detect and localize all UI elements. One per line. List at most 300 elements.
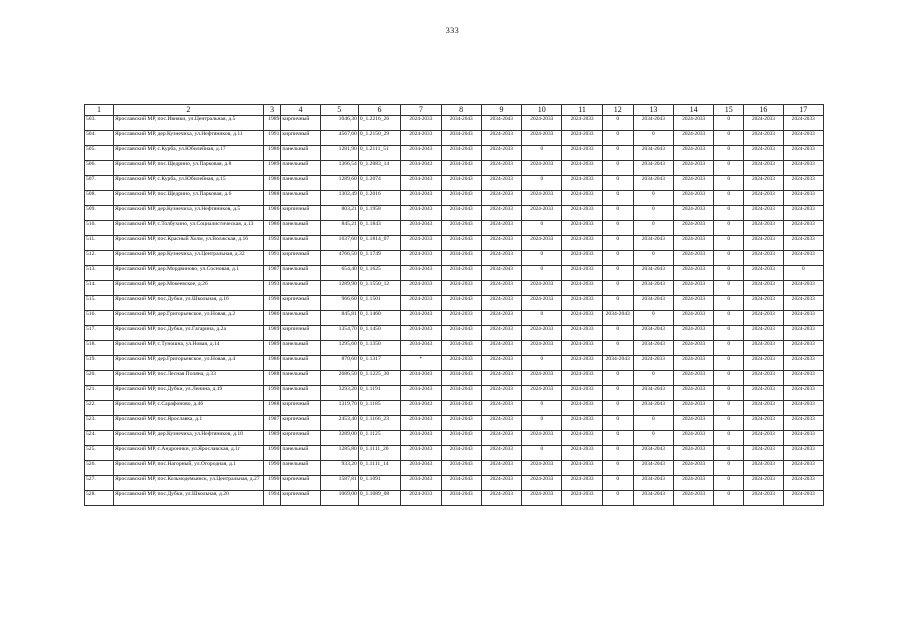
period-cell: 2024-2033 bbox=[783, 416, 823, 431]
table-row bbox=[85, 386, 824, 401]
period-cell: 0 bbox=[714, 401, 744, 416]
column-number-header: 9 bbox=[481, 105, 521, 116]
period-cell: 2024-2033 bbox=[481, 446, 521, 461]
year-cell: 1990 bbox=[263, 476, 281, 491]
period-cell: 0 bbox=[714, 131, 744, 146]
period-cell: 2024-2033 bbox=[562, 431, 602, 446]
period-cell: 2024-2033 bbox=[674, 146, 714, 161]
period-cell: 2024-2033 bbox=[633, 356, 673, 371]
area-cell: 3289,00 bbox=[320, 431, 358, 446]
code-cell: 0_1.1749 bbox=[358, 251, 400, 266]
column-number-header: 3 bbox=[263, 105, 281, 116]
address-cell: Ярославский МР, с.Туношна, ул.Новая, д.14 bbox=[113, 341, 263, 356]
period-cell: 2024-2033 bbox=[522, 206, 562, 221]
period-cell: 2024-2033 bbox=[481, 206, 521, 221]
period-cell: 2034-2043 bbox=[441, 206, 481, 221]
period-cell: 2024-2033 bbox=[481, 416, 521, 431]
table-row bbox=[85, 491, 824, 506]
period-cell: 2034-2043 bbox=[481, 116, 521, 131]
period-cell: 0 bbox=[602, 161, 633, 176]
period-cell: 2024-2033 bbox=[481, 221, 521, 236]
period-cell: 2024-2033 bbox=[744, 146, 783, 161]
area-cell: 1319,70 bbox=[320, 401, 358, 416]
row-number: 525. bbox=[85, 446, 114, 461]
period-cell: 0 bbox=[714, 446, 744, 461]
address-cell: Ярославский МР, пос.Щедрино, ул.Парковая, д.8 bbox=[113, 161, 263, 176]
period-cell: 0 bbox=[602, 401, 633, 416]
period-cell: 2034-2043 bbox=[441, 326, 481, 341]
period-cell: 0 bbox=[602, 431, 633, 446]
code-cell: 0_1.1111_14 bbox=[358, 461, 400, 476]
wall-material-cell: кирпичный bbox=[281, 491, 320, 506]
period-cell: 2034-2043 bbox=[441, 416, 481, 431]
period-cell: 2034-2043 bbox=[602, 356, 633, 371]
period-cell: 2024-2033 bbox=[522, 431, 562, 446]
period-cell: 2034-2043 bbox=[401, 476, 441, 491]
period-cell: 2024-2033 bbox=[744, 401, 783, 416]
period-cell: 2024-2033 bbox=[783, 491, 823, 506]
wall-material-cell: кирпичный bbox=[281, 206, 320, 221]
wall-material-cell: кирпичный bbox=[281, 416, 320, 431]
period-cell: 2024-2033 bbox=[441, 281, 481, 296]
address-cell: Ярославский МР, дер.Мордвиново, ул.Сосновая, д.1 bbox=[113, 266, 263, 281]
address-cell: Ярославский МР, пос.Лесная Поляна, д.33 bbox=[113, 371, 263, 386]
period-cell: 2034-2043 bbox=[633, 446, 673, 461]
wall-material-cell: кирпичный bbox=[281, 401, 320, 416]
period-cell: 2024-2033 bbox=[522, 461, 562, 476]
code-cell: 0_1.2111_51 bbox=[358, 146, 400, 161]
period-cell: 0 bbox=[522, 416, 562, 431]
period-cell: 2034-2043 bbox=[633, 326, 673, 341]
period-cell: 2024-2033 bbox=[744, 461, 783, 476]
wall-material-cell: панельный bbox=[281, 311, 320, 326]
year-cell: 1990 bbox=[263, 386, 281, 401]
code-cell: 0_1.1460 bbox=[358, 311, 400, 326]
period-cell: 2024-2033 bbox=[744, 371, 783, 386]
period-cell: 2034-2043 bbox=[401, 386, 441, 401]
period-cell: 2024-2033 bbox=[674, 266, 714, 281]
address-cell: Ярославский МР, пос.Щедрино, ул.Парковая, д.6 bbox=[113, 191, 263, 206]
period-cell: 2024-2033 bbox=[481, 251, 521, 266]
period-cell: 2024-2033 bbox=[744, 176, 783, 191]
period-cell: 2024-2033 bbox=[562, 356, 602, 371]
table-row bbox=[85, 191, 824, 206]
address-cell: Ярославский МР, пос.Дубки, ул.Школьная, д.20 bbox=[113, 491, 263, 506]
period-cell: 2034-2043 bbox=[441, 176, 481, 191]
period-cell: 2024-2033 bbox=[562, 146, 602, 161]
period-cell: 2034-2043 bbox=[441, 446, 481, 461]
row-number: 517. bbox=[85, 326, 114, 341]
period-cell: 2034-2043 bbox=[441, 251, 481, 266]
year-cell: 1989 bbox=[263, 161, 281, 176]
year-cell: 1988 bbox=[263, 191, 281, 206]
period-cell: 2024-2033 bbox=[783, 461, 823, 476]
wall-material-cell: панельный bbox=[281, 356, 320, 371]
period-cell: 2024-2033 bbox=[783, 131, 823, 146]
period-cell: 2034-2043 bbox=[633, 341, 673, 356]
period-cell: 2024-2033 bbox=[481, 356, 521, 371]
area-cell: 803,21 bbox=[320, 206, 358, 221]
table-row bbox=[85, 476, 824, 491]
period-cell: 2024-2033 bbox=[562, 446, 602, 461]
period-cell: 0 bbox=[714, 386, 744, 401]
address-cell: Ярославский МР, пос.Дубки, ул.Гагарина, д.2а bbox=[113, 326, 263, 341]
period-cell: 2024-2033 bbox=[674, 371, 714, 386]
period-cell: 2024-2033 bbox=[674, 236, 714, 251]
period-cell: 2024-2033 bbox=[744, 296, 783, 311]
wall-material-cell: панельный bbox=[281, 341, 320, 356]
area-cell: 845,21 bbox=[320, 221, 358, 236]
year-cell: 1986 bbox=[263, 176, 281, 191]
period-cell: 0 bbox=[714, 266, 744, 281]
wall-material-cell: панельный bbox=[281, 221, 320, 236]
period-cell: 2024-2033 bbox=[783, 326, 823, 341]
period-cell: 2024-2033 bbox=[441, 311, 481, 326]
column-number-header: 6 bbox=[358, 105, 400, 116]
period-cell: 2024-2033 bbox=[674, 491, 714, 506]
table-row bbox=[85, 341, 824, 356]
area-cell: 1046,30 bbox=[320, 116, 358, 131]
period-cell: 2034-2043 bbox=[441, 461, 481, 476]
table-row bbox=[85, 416, 824, 431]
area-cell: 933,20 bbox=[320, 461, 358, 476]
table-row bbox=[85, 176, 824, 191]
column-number-header: 2 bbox=[113, 105, 263, 116]
period-cell: 0 bbox=[522, 251, 562, 266]
period-cell: 2034-2043 bbox=[401, 431, 441, 446]
wall-material-cell: кирпичный bbox=[281, 131, 320, 146]
period-cell: 2024-2033 bbox=[783, 281, 823, 296]
period-cell: 2024-2033 bbox=[744, 161, 783, 176]
period-cell: 2024-2033 bbox=[744, 446, 783, 461]
period-cell: 2024-2033 bbox=[674, 221, 714, 236]
period-cell: 2024-2033 bbox=[783, 116, 823, 131]
code-cell: 0_1.2216_26 bbox=[358, 116, 400, 131]
row-number: 526. bbox=[85, 461, 114, 476]
wall-material-cell: панельный bbox=[281, 146, 320, 161]
period-cell: 0 bbox=[602, 131, 633, 146]
row-number: 504. bbox=[85, 131, 114, 146]
year-cell: 1992 bbox=[263, 236, 281, 251]
row-number: 505. bbox=[85, 146, 114, 161]
period-cell: 2024-2033 bbox=[522, 371, 562, 386]
period-cell: 0 bbox=[714, 116, 744, 131]
period-cell: 2024-2033 bbox=[401, 296, 441, 311]
area-cell: 1637,60 bbox=[320, 236, 358, 251]
period-cell: 0 bbox=[714, 161, 744, 176]
period-cell: 2024-2033 bbox=[401, 281, 441, 296]
address-cell: Ярославский МР, пос.Красный Холм, ул.Волжская, д.16 bbox=[113, 236, 263, 251]
period-cell: 2034-2043 bbox=[401, 461, 441, 476]
year-cell: 1986 bbox=[263, 221, 281, 236]
period-cell: 2024-2033 bbox=[783, 356, 823, 371]
row-number: 527. bbox=[85, 476, 114, 491]
period-cell: 2024-2033 bbox=[674, 161, 714, 176]
table-row bbox=[85, 281, 824, 296]
period-cell: 2024-2033 bbox=[744, 116, 783, 131]
code-cell: 0_1.1317 bbox=[358, 356, 400, 371]
period-cell: 2024-2033 bbox=[744, 341, 783, 356]
code-cell: 0_1.2016 bbox=[358, 191, 400, 206]
period-cell: 2024-2033 bbox=[674, 206, 714, 221]
table-row bbox=[85, 461, 824, 476]
column-number-header: 10 bbox=[522, 105, 562, 116]
period-cell: 2024-2033 bbox=[562, 176, 602, 191]
area-cell: 654,40 bbox=[320, 266, 358, 281]
period-cell: 2024-2033 bbox=[783, 476, 823, 491]
period-cell: 0 bbox=[714, 221, 744, 236]
period-cell: 2024-2033 bbox=[562, 251, 602, 266]
wall-material-cell: панельный bbox=[281, 176, 320, 191]
period-cell: 2024-2033 bbox=[674, 401, 714, 416]
area-cell: 1366,54 bbox=[320, 161, 358, 176]
period-cell: 0 bbox=[633, 416, 673, 431]
period-cell: 2024-2033 bbox=[783, 176, 823, 191]
period-cell: 2034-2043 bbox=[401, 416, 441, 431]
period-cell: 2034-2043 bbox=[633, 461, 673, 476]
table-row bbox=[85, 296, 824, 311]
period-cell: 0 bbox=[602, 371, 633, 386]
period-cell: 2024-2033 bbox=[481, 431, 521, 446]
period-cell: 2034-2043 bbox=[401, 371, 441, 386]
table-row bbox=[85, 446, 824, 461]
period-cell: 0 bbox=[522, 221, 562, 236]
period-cell: 2034-2043 bbox=[401, 221, 441, 236]
period-cell: 2034-2043 bbox=[633, 161, 673, 176]
row-number: 511. bbox=[85, 236, 114, 251]
period-cell: * bbox=[401, 356, 441, 371]
period-cell: 2024-2033 bbox=[481, 296, 521, 311]
period-cell: 2024-2033 bbox=[674, 356, 714, 371]
period-cell: 2034-2043 bbox=[633, 491, 673, 506]
period-cell: 0 bbox=[602, 236, 633, 251]
period-cell: 2024-2033 bbox=[562, 326, 602, 341]
wall-material-cell: кирпичный bbox=[281, 251, 320, 266]
area-cell: 870,60 bbox=[320, 356, 358, 371]
period-cell: 0 bbox=[714, 236, 744, 251]
address-cell: Ярославский МР, с.Курба, ул.Юбилейная, д.17 bbox=[113, 146, 263, 161]
period-cell: 2034-2043 bbox=[481, 266, 521, 281]
period-cell: 2024-2033 bbox=[674, 341, 714, 356]
period-cell: 0 bbox=[522, 401, 562, 416]
period-cell: 2024-2033 bbox=[522, 191, 562, 206]
period-cell: 0 bbox=[602, 461, 633, 476]
period-cell: 2024-2033 bbox=[744, 416, 783, 431]
table-row bbox=[85, 311, 824, 326]
table-row bbox=[85, 251, 824, 266]
row-number: 508. bbox=[85, 191, 114, 206]
period-cell: 0 bbox=[602, 476, 633, 491]
year-cell: 1990 bbox=[263, 461, 281, 476]
year-cell: 1991 bbox=[263, 251, 281, 266]
period-cell: 2034-2043 bbox=[401, 401, 441, 416]
area-cell: 1354,70 bbox=[320, 326, 358, 341]
period-cell: 0 bbox=[714, 251, 744, 266]
area-cell: 2686,50 bbox=[320, 371, 358, 386]
period-cell: 2024-2033 bbox=[744, 326, 783, 341]
period-cell: 2024-2033 bbox=[562, 491, 602, 506]
period-cell: 2024-2033 bbox=[744, 311, 783, 326]
period-cell: 2034-2043 bbox=[401, 341, 441, 356]
period-cell: 2024-2033 bbox=[674, 251, 714, 266]
wall-material-cell: панельный bbox=[281, 371, 320, 386]
period-cell: 2024-2033 bbox=[674, 476, 714, 491]
year-cell: 1986 bbox=[263, 311, 281, 326]
period-cell: 0 bbox=[633, 251, 673, 266]
row-number: 520. bbox=[85, 371, 114, 386]
period-cell: 0 bbox=[714, 176, 744, 191]
period-cell: 0 bbox=[522, 311, 562, 326]
row-number: 507. bbox=[85, 176, 114, 191]
period-cell: 0 bbox=[602, 296, 633, 311]
period-cell: 2024-2033 bbox=[744, 221, 783, 236]
row-number: 510. bbox=[85, 221, 114, 236]
period-cell: 2024-2033 bbox=[562, 476, 602, 491]
period-cell: 2024-2033 bbox=[783, 251, 823, 266]
code-cell: 0_1.1814_07 bbox=[358, 236, 400, 251]
period-cell: 0 bbox=[522, 176, 562, 191]
period-cell: 0 bbox=[602, 326, 633, 341]
row-number: 506. bbox=[85, 161, 114, 176]
period-cell: 2024-2033 bbox=[522, 386, 562, 401]
period-cell: 2024-2033 bbox=[744, 356, 783, 371]
period-cell: 0 bbox=[602, 251, 633, 266]
period-cell: 2024-2033 bbox=[674, 176, 714, 191]
period-cell: 2024-2033 bbox=[744, 206, 783, 221]
period-cell: 2024-2033 bbox=[783, 446, 823, 461]
row-number: 514. bbox=[85, 281, 114, 296]
period-cell: 2034-2043 bbox=[633, 116, 673, 131]
period-cell: 0 bbox=[602, 386, 633, 401]
period-cell: 2024-2033 bbox=[562, 371, 602, 386]
column-number-header: 5 bbox=[320, 105, 358, 116]
wall-material-cell: кирпичный bbox=[281, 116, 320, 131]
row-number: 518. bbox=[85, 341, 114, 356]
row-number: 521. bbox=[85, 386, 114, 401]
period-cell: 2024-2033 bbox=[481, 311, 521, 326]
table-row bbox=[85, 221, 824, 236]
address-cell: Ярославский МР, дер.Кузнечиха, ул.Центральная, д.32 bbox=[113, 251, 263, 266]
area-cell: 4766,50 bbox=[320, 251, 358, 266]
address-cell: Ярославский МР, дер.Кузнечиха, ул.Нефтяников, д.10 bbox=[113, 431, 263, 446]
period-cell: 0 bbox=[714, 341, 744, 356]
wall-material-cell: панельный bbox=[281, 236, 320, 251]
period-cell: 0 bbox=[714, 191, 744, 206]
area-cell: 3293,20 bbox=[320, 386, 358, 401]
period-cell: 2034-2043 bbox=[441, 221, 481, 236]
year-cell: 1989 bbox=[263, 341, 281, 356]
wall-material-cell: панельный bbox=[281, 281, 320, 296]
address-cell: Ярославский МР, с.Толбухино, ул.Социалистическая, д.13 bbox=[113, 221, 263, 236]
period-cell: 2024-2033 bbox=[401, 251, 441, 266]
period-cell: 0 bbox=[602, 191, 633, 206]
code-cell: 0_1.1191 bbox=[358, 386, 400, 401]
period-cell: 2024-2033 bbox=[562, 161, 602, 176]
wall-material-cell: панельный bbox=[281, 161, 320, 176]
year-cell: 1986 bbox=[263, 356, 281, 371]
period-cell: 0 bbox=[783, 266, 823, 281]
period-cell: 2034-2043 bbox=[401, 311, 441, 326]
year-cell: 1989 bbox=[263, 431, 281, 446]
period-cell: 0 bbox=[633, 206, 673, 221]
period-cell: 2024-2033 bbox=[744, 131, 783, 146]
period-cell: 2034-2043 bbox=[633, 266, 673, 281]
period-cell: 2034-2043 bbox=[401, 266, 441, 281]
column-number-header: 4 bbox=[281, 105, 320, 116]
area-cell: 1281,90 bbox=[320, 146, 358, 161]
address-cell: Ярославский МР, дер.Григорьевское, ул.Новая, д.4 bbox=[113, 356, 263, 371]
period-cell: 0 bbox=[714, 431, 744, 446]
period-cell: 2024-2033 bbox=[441, 356, 481, 371]
year-cell: 1987 bbox=[263, 266, 281, 281]
address-cell: Ярославский МР, пос.Дубки, ул.Школьная, д.16 bbox=[113, 296, 263, 311]
period-cell: 2034-2043 bbox=[441, 341, 481, 356]
code-cell: 0_1.1125 bbox=[358, 431, 400, 446]
period-cell: 2034-2043 bbox=[441, 116, 481, 131]
table-row bbox=[85, 266, 824, 281]
period-cell: 2034-2043 bbox=[441, 191, 481, 206]
year-cell: 1989 bbox=[263, 326, 281, 341]
period-cell: 0 bbox=[602, 446, 633, 461]
table-row bbox=[85, 161, 824, 176]
area-cell: 1069,00 bbox=[320, 491, 358, 506]
table-row bbox=[85, 326, 824, 341]
year-cell: 1994 bbox=[263, 491, 281, 506]
period-cell: 2024-2033 bbox=[562, 221, 602, 236]
period-cell: 2024-2033 bbox=[562, 296, 602, 311]
period-cell: 2024-2033 bbox=[481, 461, 521, 476]
area-cell: 1295,60 bbox=[320, 341, 358, 356]
row-number: 524. bbox=[85, 431, 114, 446]
period-cell: 2034-2043 bbox=[633, 236, 673, 251]
period-cell: 2024-2033 bbox=[744, 476, 783, 491]
code-cell: 0_1.1450 bbox=[358, 326, 400, 341]
period-cell: 2034-2043 bbox=[441, 476, 481, 491]
table-row bbox=[85, 131, 824, 146]
period-cell: 2024-2033 bbox=[522, 326, 562, 341]
period-cell: 0 bbox=[522, 266, 562, 281]
period-cell: 2024-2033 bbox=[481, 161, 521, 176]
year-cell: 1986 bbox=[263, 146, 281, 161]
address-cell: Ярославский МР, пос.Ивняки, ул.Центральная, д.5 bbox=[113, 116, 263, 131]
period-cell: 2024-2033 bbox=[783, 431, 823, 446]
wall-material-cell: кирпичный bbox=[281, 476, 320, 491]
table-row bbox=[85, 371, 824, 386]
address-cell: Ярославский МР, дер.Мокеевское, д.26 bbox=[113, 281, 263, 296]
wall-material-cell: панельный bbox=[281, 461, 320, 476]
code-cell: 0_1.2074 bbox=[358, 176, 400, 191]
code-cell: 0_1.2150_29 bbox=[358, 131, 400, 146]
period-cell: 2024-2033 bbox=[562, 206, 602, 221]
code-cell: 0_1.1550_12 bbox=[358, 281, 400, 296]
table-row bbox=[85, 356, 824, 371]
table-row bbox=[85, 401, 824, 416]
year-cell: 1988 bbox=[263, 371, 281, 386]
period-cell: 2034-2043 bbox=[633, 281, 673, 296]
year-cell: 1993 bbox=[263, 281, 281, 296]
period-cell: 2024-2033 bbox=[783, 296, 823, 311]
period-cell: 0 bbox=[602, 341, 633, 356]
table-row bbox=[85, 431, 824, 446]
address-cell: Ярославский МР, с.Сарафоново, д.46 bbox=[113, 401, 263, 416]
period-cell: 0 bbox=[602, 116, 633, 131]
column-number-header: 12 bbox=[602, 105, 633, 116]
period-cell: 2034-2043 bbox=[441, 131, 481, 146]
period-cell: 0 bbox=[714, 206, 744, 221]
housing-register-table bbox=[84, 104, 824, 506]
period-cell: 0 bbox=[522, 146, 562, 161]
row-number: 523. bbox=[85, 416, 114, 431]
